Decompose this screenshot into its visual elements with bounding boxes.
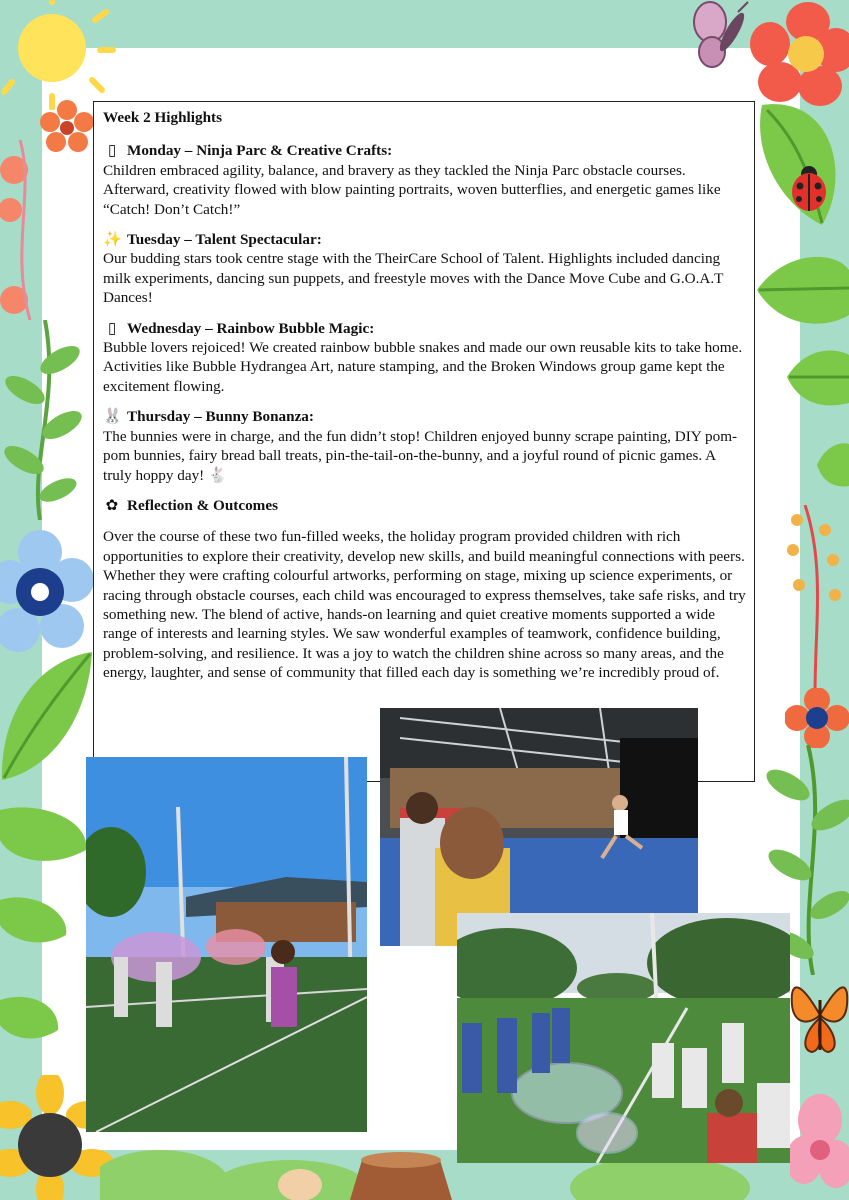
right-leaf-lower-icon: [785, 345, 849, 410]
section-thursday: [103, 407, 747, 485]
page-title: Week 2 Highlights: [103, 109, 222, 126]
left-pink-flowers-icon: [0, 130, 45, 330]
bunny-face-icon: 🐰: [103, 408, 122, 426]
section-body: Bubble lovers rejoiced! We created rainbow bubble snakes and made our own reusable kits to take home. Activities like Bubble Hydrangea Art, nature stamping, and the Broken Windows group game kept the excitement flowing.: [103, 339, 743, 395]
orange-flower-right-icon: [785, 688, 849, 748]
section-title-text: Wednesday – Rainbow Bubble Magic:: [127, 319, 375, 337]
section-title-text: Thursday – Bunny Bonanza:: [127, 408, 314, 426]
red-flower-icon: [748, 0, 849, 110]
right-berry-branch-icon: [785, 505, 849, 695]
left-leaves-lower-icon: [0, 800, 90, 1060]
flower-icon: ✿: [105, 496, 119, 514]
butterfly-pink-icon: [692, 0, 752, 75]
small-orange-flower-icon: [40, 100, 95, 155]
section-title: [103, 141, 747, 160]
photo-ninja-parc: [380, 708, 698, 946]
reflection-body: Over the course of these two fun-filled weeks, the holiday program provided children with rich opportunities to explore their creativity, develop new skills, and build meaningful connections with peers. Whether they were crafting colourful artworks, performing on stage, mixing up science experiments, or racing through obstacle courses, each child was encouraged to express themselves, take safe risks, and try something new. The blend of active, hands-on learning and quiet creative moments supported a wide range of interests and learning styles. We saw wonderful examples of teamwork, confidence building, problem-solving, and resilience. It was a joy to watch the children shine across so many areas, and the energy, laughter, and sense of community that filled each day is something we’re incredibly proud of.: [103, 528, 746, 682]
section-body: Children embraced agility, balance, and bravery as they tackled the Ninja Parc obstacle courses. Afterward, creativity flowed with blow painting portraits, woven butterflies, and energetic games like “Catch! Don’t Catch!”: [103, 161, 721, 218]
left-vine-icon: [0, 320, 90, 520]
photo-bubbles: [457, 913, 790, 1163]
sparkles-icon: ✨: [103, 231, 122, 249]
section-title: [103, 230, 747, 249]
section-body: [103, 427, 747, 485]
section-wednesday: [103, 319, 747, 397]
section-tuesday: [103, 230, 747, 308]
right-leaf-mid-icon: [755, 250, 849, 330]
section-body: Our budding stars took centre stage with the TheirCare School of Talent. Highlights included dancing milk experiments, dancing sun puppets, and freestyle moves with the Dance Move Cube and G.O.A.T Dances!: [103, 250, 724, 307]
section-title: [103, 407, 747, 426]
orange-butterfly-icon: [790, 970, 849, 1060]
right-leaf-small-icon: [815, 440, 849, 490]
section-monday: [103, 141, 747, 219]
rabbit-icon: 🐇: [208, 466, 227, 484]
photo-colour-run: [86, 757, 367, 1132]
placeholder-box-icon: ▯: [107, 319, 117, 337]
placeholder-box-icon: ▯: [107, 142, 117, 160]
reflection-title: [103, 496, 747, 515]
left-leaf-icon: [0, 650, 92, 790]
reflection-title-text: Reflection & Outcomes: [127, 496, 278, 514]
section-title-text: Tuesday – Talent Spectacular:: [127, 231, 322, 249]
sun-icon: [0, 0, 120, 110]
ladybug-icon: [788, 164, 830, 212]
section-title-text: Monday – Ninja Parc & Creative Crafts:: [127, 142, 393, 160]
content: [103, 108, 747, 683]
blue-flower-icon: [0, 530, 95, 670]
section-title: [103, 319, 747, 338]
section-body-text: The bunnies were in charge, and the fun didn’t stop! Children enjoyed bunny scrape painting, DIY pom-pom bunnies, fairy bread ball treats, pin-the-tail-on-the-bunny, and a joyful round of picnic games. A truly hoppy day!: [103, 427, 738, 484]
pink-flower-bottom-icon: [790, 1090, 849, 1200]
